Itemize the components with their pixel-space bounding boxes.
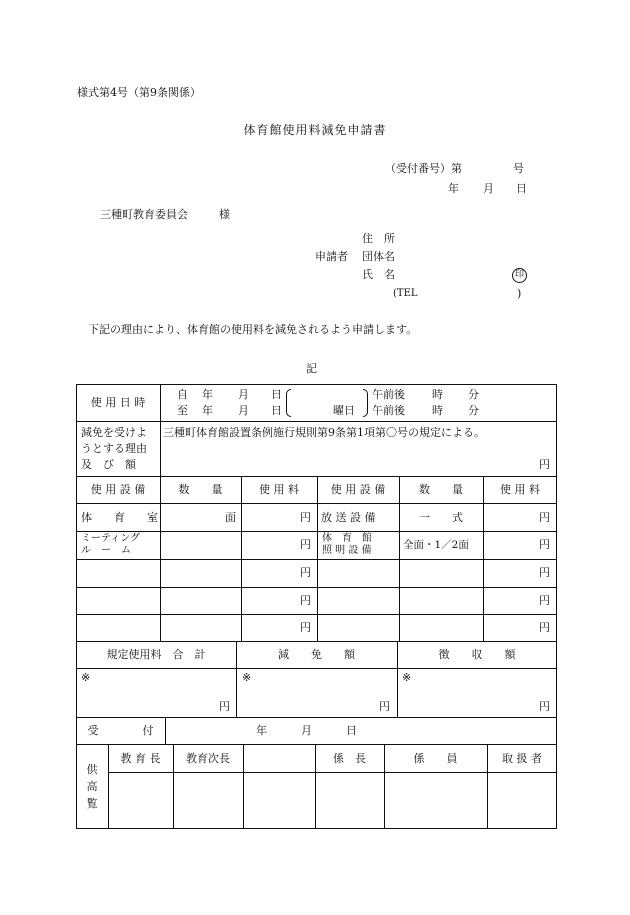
intro-text: 下記の理由により、体育館の使用料を減免されるよう申請します。 xyxy=(88,323,418,336)
reception-day: 日 xyxy=(346,724,357,737)
usage-from-year: 年 xyxy=(202,388,213,401)
left-bracket xyxy=(286,389,291,417)
quantity-gym-lighting: 全面・1／2面 xyxy=(403,539,469,551)
equipment-meeting-room-line-1: ミーティング xyxy=(81,533,140,544)
header-equipment-right: 使 用 設 備 xyxy=(330,483,386,496)
col-divider xyxy=(160,476,161,641)
total-yen: 円 xyxy=(219,700,230,713)
col-divider xyxy=(160,384,161,476)
usage-to-hour: 時 xyxy=(432,404,443,417)
name-label: 氏 名 xyxy=(362,268,395,281)
weekday-label: 曜日 xyxy=(333,404,355,417)
header-quantity-right: 数 量 xyxy=(419,483,463,496)
receipt-number-suffix: 号 xyxy=(513,162,524,175)
header-fee-right: 使 用 料 xyxy=(500,483,540,496)
fee-yen: 円 xyxy=(539,511,550,524)
col-divider xyxy=(483,476,484,641)
fee-yen: 円 xyxy=(300,566,311,579)
usage-from-day: 日 xyxy=(271,388,282,401)
usage-from-hour: 時 xyxy=(432,388,443,401)
row-divider xyxy=(108,772,557,773)
note-mark: ※ xyxy=(242,671,252,684)
row-divider xyxy=(76,717,557,718)
note-mark: ※ xyxy=(402,671,412,684)
row-divider xyxy=(76,641,557,642)
reason-label-line-3: 及 び 額 xyxy=(81,458,136,471)
fee-yen: 円 xyxy=(539,566,550,579)
header-equipment-left: 使 用 設 備 xyxy=(90,483,146,496)
reception-label: 受 付 xyxy=(87,724,154,737)
col-divider xyxy=(165,717,166,744)
header-handler: 取 扱 者 xyxy=(502,752,542,765)
header-superintendent: 教 育 長 xyxy=(120,752,161,765)
reason-label-line-1: 減免を受けよ xyxy=(81,426,147,439)
header-section-chief: 係 長 xyxy=(333,752,366,765)
col-divider xyxy=(399,476,400,641)
equipment-pa-system: 放 送 設 備 xyxy=(321,511,376,524)
form-number: 様式第4号（第9条関係） xyxy=(77,86,201,99)
row-divider xyxy=(76,744,557,745)
fee-yen: 円 xyxy=(300,511,311,524)
document-title: 体育館使用料減免申請書 xyxy=(243,123,387,137)
address-label: 住 所 xyxy=(362,232,395,245)
header-quantity-left: 数 量 xyxy=(178,483,223,496)
header-reduction-amount: 減 免 額 xyxy=(278,648,355,661)
fee-yen: 円 xyxy=(539,621,550,634)
date-day: 日 xyxy=(516,182,527,195)
equipment-gym-lighting-line-2: 照 明 設 備 xyxy=(322,545,372,556)
ki-label: 記 xyxy=(306,362,317,375)
fee-yen: 円 xyxy=(300,621,311,634)
usage-from-month: 月 xyxy=(238,388,249,401)
collected-yen: 円 xyxy=(539,700,550,713)
usage-from-ampm: 午前後 xyxy=(372,388,405,401)
header-collected-amount: 徴 収 額 xyxy=(438,648,516,661)
approval-side-label-2: 高 xyxy=(86,780,98,793)
applicant-label: 申請者 xyxy=(315,250,348,263)
usage-to-month: 月 xyxy=(238,404,249,417)
receipt-number-label: （受付番号）第 xyxy=(385,162,462,175)
equipment-gym-lighting-line-1: 体 育 館 xyxy=(322,533,372,544)
right-bracket xyxy=(363,389,368,417)
equipment-gym-room: 体 育 室 xyxy=(81,511,158,524)
equipment-meeting-room-line-2: ル ー ム xyxy=(81,545,131,556)
fee-yen: 円 xyxy=(539,538,550,551)
col-divider xyxy=(243,744,244,829)
organization-label: 団体名 xyxy=(362,250,395,263)
fee-yen: 円 xyxy=(300,538,311,551)
usage-from: 自 xyxy=(177,388,188,401)
header-fee-left: 使 用 料 xyxy=(259,483,299,496)
addressee-honorific: 様 xyxy=(219,208,230,221)
fee-yen: 円 xyxy=(539,594,550,607)
usage-to-year: 年 xyxy=(202,404,213,417)
seal-mark: 印 xyxy=(512,268,527,283)
reception-month: 月 xyxy=(301,724,312,737)
approval-side-label-1: 供 xyxy=(86,763,98,776)
usage-to-ampm: 午前後 xyxy=(372,404,405,417)
usage-to-minute: 分 xyxy=(468,404,479,417)
date-year: 年 xyxy=(448,182,459,195)
reason-label-line-2: うとする理由 xyxy=(81,442,147,455)
reason-text: 三種町体育館設置条例施行規則第9条第1項第〇号の規定による。 xyxy=(163,426,485,439)
usage-to: 至 xyxy=(177,404,188,417)
addressee-name: 三種町教育委員会 xyxy=(100,208,188,221)
reason-yen: 円 xyxy=(539,458,550,471)
reception-year: 年 xyxy=(256,724,267,737)
approval-side-label-3: 覧 xyxy=(86,797,98,810)
header-deputy-superintendent: 教育次長 xyxy=(186,752,230,765)
usage-to-day: 日 xyxy=(271,404,282,417)
header-staff: 係 員 xyxy=(413,752,458,765)
usage-datetime-label: 使 用 日 時 xyxy=(90,396,146,409)
tel-close: ) xyxy=(517,287,522,300)
note-mark: ※ xyxy=(81,671,91,684)
col-divider xyxy=(241,476,242,641)
fee-yen: 円 xyxy=(300,594,311,607)
row-divider xyxy=(76,421,557,422)
quantity-gym-room: 面 xyxy=(225,511,236,524)
date-month: 月 xyxy=(483,182,494,195)
usage-from-minute: 分 xyxy=(468,388,479,401)
col-divider xyxy=(317,476,318,641)
tel-label: (TEL xyxy=(393,288,418,299)
header-standard-fee-total: 規定使用料 合 計 xyxy=(106,648,206,661)
row-divider xyxy=(76,668,557,669)
reduction-yen: 円 xyxy=(379,700,390,713)
quantity-pa-system: 一 式 xyxy=(419,511,463,524)
